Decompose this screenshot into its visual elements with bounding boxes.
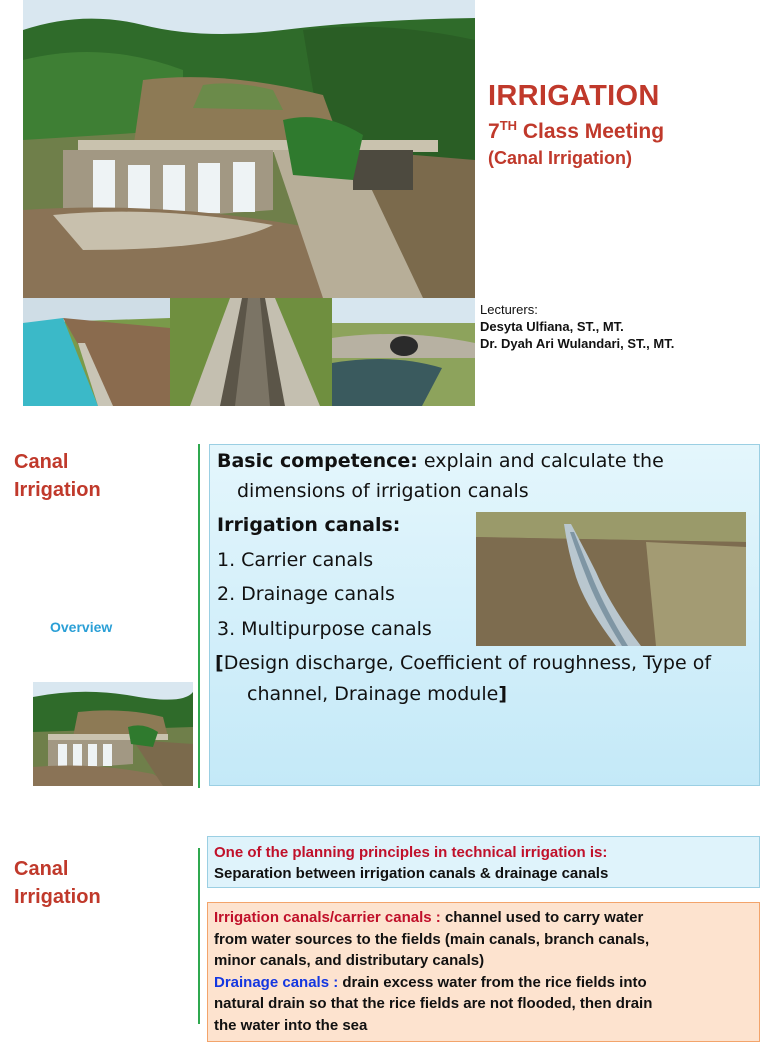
canal-item: 1. Carrier canals: [217, 549, 374, 571]
canal-item: 3. Multipurpose canals: [217, 618, 432, 640]
irrigation-canal-definition: Irrigation canals/carrier canals : channel used to carry water: [214, 909, 644, 926]
dam-thumbnail: [33, 682, 193, 786]
dam-weir-photo: [23, 0, 475, 298]
lecturer-name: Dr. Dyah Ari Wulandari, ST., MT.: [480, 336, 675, 351]
basic-competence: Basic competence: explain and calculate the: [217, 450, 664, 472]
principle-label: One of the planning principles in technical irrigation is:: [214, 844, 608, 861]
canal-item: 2. Drainage canals: [217, 583, 395, 605]
section-title: Canal Irrigation: [14, 451, 101, 501]
drainage-canal-definition: Drainage canals : drain excess water from the rice fields into: [214, 973, 647, 991]
lined-canal-photo: [23, 298, 170, 406]
definitions-box: [207, 902, 760, 1042]
section-divider: [198, 848, 200, 1024]
section-title: Canal Irrigation: [14, 858, 101, 908]
slide-subtitle: (Canal Irrigation): [488, 148, 633, 168]
lecturers-label: Lecturers:: [480, 302, 538, 317]
definition-line: from water sources to the fields (main canals, branch canals,: [214, 930, 650, 948]
meeting-number: 7TH Class Meeting: [488, 118, 665, 143]
concrete-channel-photo: [170, 298, 332, 406]
canals-heading: Irrigation canals:: [217, 514, 401, 536]
field-drainage-photo: [476, 512, 746, 646]
design-params: [Design discharge, Coefficient of roughness, Type of: [215, 652, 712, 674]
definition-line: natural drain so that the rice fields are not flooded, then drain: [214, 995, 653, 1012]
lecturers-block: [480, 301, 674, 352]
definition-line: the water into the sea: [214, 1016, 368, 1034]
section-divider: [198, 444, 200, 788]
overview-link[interactable]: Overview: [50, 619, 113, 635]
lecturer-name: Desyta Ulfiana, ST., MT.: [480, 319, 624, 334]
design-params-cont: channel, Drainage module]: [247, 683, 507, 705]
principle-text: Separation between irrigation canals & drainage canals: [214, 865, 609, 882]
principle-box: [207, 836, 760, 888]
basic-competence-cont: dimensions of irrigation canals: [237, 480, 529, 502]
drainage-culvert-photo: [332, 298, 475, 406]
slide-title: IRRIGATION: [488, 80, 660, 112]
definition-line: minor canals, and distributary canals): [214, 952, 485, 969]
